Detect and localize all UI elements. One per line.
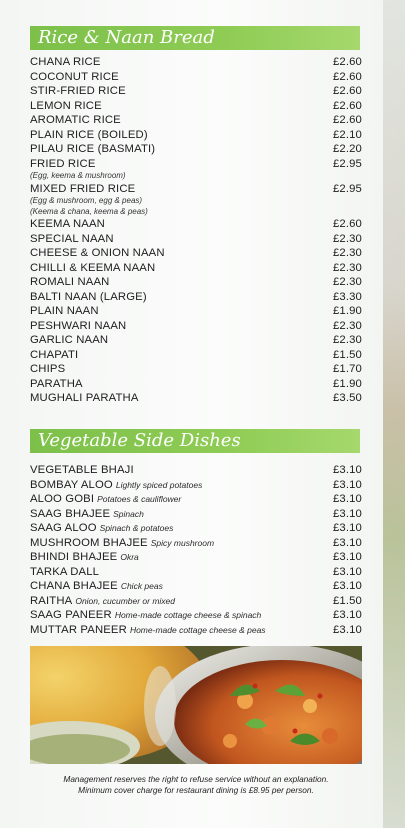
item-name: CHANA BHAJEE [30, 580, 118, 592]
item-name: SAAG ALOO [30, 522, 97, 534]
item-name: BALTI NAAN (LARGE) [30, 290, 147, 303]
menu-item [30, 142, 362, 157]
footer-line-2: Minimum cover charge for restaurant dining is £8.95 per person. [78, 785, 314, 795]
menu-item [30, 182, 362, 197]
item-price: £2.30 [332, 261, 362, 274]
item-note: (Egg & mushroom, egg & peas) [30, 196, 143, 205]
item-name: GARLIC NAAN [30, 334, 109, 346]
menu-item [30, 565, 362, 580]
food-photo [30, 646, 362, 764]
item-name: PLAIN NAAN [30, 305, 99, 317]
item-price: £2.60 [332, 114, 362, 126]
item-name: SAAG PANEER [30, 609, 112, 621]
item-name: ROMALI NAAN [30, 276, 110, 288]
item-name: LEMON RICE [30, 99, 102, 112]
item-name: STIR-FRIED RICE [30, 85, 126, 97]
item-price: £2.30 [332, 319, 362, 332]
menu-item [30, 608, 362, 623]
item-name: TARKA DALL [30, 565, 100, 578]
menu-item [30, 362, 362, 377]
vegetable-side-dishes-list [30, 463, 362, 637]
item-price: £1.90 [332, 377, 362, 390]
item-description: Home-made cottage cheese & spinach [114, 610, 262, 620]
page-edge-decoration [383, 0, 405, 828]
item-description: Onion, cucumber or mixed [75, 595, 176, 606]
menu-item [30, 217, 362, 232]
item-name: BOMBAY ALOO [30, 478, 113, 491]
item-name: CHILLI & KEEMA NAAN [30, 261, 156, 274]
item-name: RAITHA [30, 594, 73, 607]
item-price: £2.30 [332, 276, 362, 288]
item-name: CHANA RICE [30, 56, 101, 68]
item-name: CHEESE & ONION NAAN [30, 247, 165, 259]
menu-item [30, 377, 362, 392]
menu-item [30, 348, 362, 363]
menu-item [30, 463, 362, 478]
item-price: £3.10 [332, 565, 362, 578]
footer-line-1: Management reserves the right to refuse service without an explanation. [63, 774, 329, 784]
rice-naan-list [30, 55, 362, 406]
menu-item [30, 232, 362, 247]
item-name: SAAG BHAJEE [30, 507, 111, 520]
item-name: VEGETABLE BHAJI [30, 464, 134, 476]
item-price: £2.10 [332, 128, 362, 141]
item-price: £3.10 [332, 493, 362, 505]
menu-item [30, 507, 362, 522]
menu-item [30, 70, 362, 85]
item-price: £3.10 [332, 580, 362, 592]
menu-item [30, 579, 362, 594]
item-note: (Keema & chana, keema & peas) [30, 206, 148, 216]
item-description: Spicy mushroom [150, 537, 215, 548]
item-name: COCONUT RICE [30, 70, 119, 83]
item-description: Spinach [113, 508, 144, 519]
item-name: PILAU RICE (BASMATI) [30, 143, 156, 155]
item-price: £2.60 [332, 85, 362, 97]
item-name: ALOO GOBI [30, 493, 95, 505]
item-price: £2.60 [332, 99, 362, 112]
menu-item [30, 319, 362, 334]
veg-section-banner [30, 429, 360, 453]
menu-item [30, 84, 362, 99]
menu-item [30, 99, 362, 114]
item-price: £2.30 [332, 232, 362, 245]
item-price: £1.90 [332, 305, 362, 317]
item-name: SPECIAL NAAN [30, 232, 114, 245]
menu-item [30, 623, 362, 638]
menu-footer [30, 774, 362, 796]
item-price: £2.60 [332, 56, 362, 68]
item-name: PARATHA [30, 377, 83, 390]
item-name: KEEMA NAAN [30, 218, 105, 230]
item-name: MUTTAR PANEER [30, 623, 127, 636]
food-photo-illustration [30, 646, 362, 764]
item-description: Home-made cottage cheese & peas [129, 624, 266, 635]
item-price: £2.20 [332, 143, 362, 155]
item-price: £2.95 [332, 182, 362, 195]
item-name: MIXED FRIED RICE [30, 182, 136, 195]
item-name: CHAPATI [30, 348, 79, 361]
item-description: Lightly spiced potatoes [115, 479, 203, 490]
item-price: £2.30 [332, 247, 362, 259]
menu-item [30, 113, 362, 128]
item-price: £2.60 [332, 218, 362, 230]
item-price: £3.10 [332, 507, 362, 520]
item-name: BHINDI BHAJEE [30, 551, 118, 563]
item-price: £3.10 [332, 478, 362, 491]
item-name: CHIPS [30, 363, 66, 375]
menu-item [30, 55, 362, 70]
item-name: PLAIN RICE (BOILED) [30, 128, 148, 141]
menu-item [30, 304, 362, 319]
menu-item [30, 536, 362, 551]
item-price: £3.10 [332, 522, 362, 534]
item-price: £2.30 [332, 334, 362, 346]
item-price: £1.70 [332, 363, 362, 375]
item-name: MUGHALI PARATHA [30, 392, 139, 404]
item-name: FRIED RICE [30, 157, 96, 170]
item-description: Potatoes & cauliflower [97, 494, 182, 504]
menu-item [30, 157, 362, 172]
item-description: Spinach & potatoes [99, 523, 174, 533]
item-price: £3.10 [332, 551, 362, 563]
menu-item [30, 594, 362, 609]
item-price: £3.10 [332, 623, 362, 636]
item-price: £1.50 [332, 348, 362, 361]
item-price: £3.10 [332, 536, 362, 549]
menu-item [30, 128, 362, 143]
item-price: £3.50 [332, 392, 362, 404]
menu-item [30, 333, 362, 348]
item-price: £3.10 [332, 609, 362, 621]
menu-item [30, 521, 362, 536]
item-price: £3.10 [332, 464, 362, 476]
menu-item [30, 478, 362, 493]
menu-item [30, 261, 362, 276]
menu-item [30, 550, 362, 565]
rice-section-title: Rice & Naan Bread [38, 27, 215, 48]
item-description: Okra [120, 552, 139, 562]
item-price: £2.60 [332, 70, 362, 83]
rice-section-banner [30, 26, 360, 50]
item-note: (Egg, keema & mushroom) [30, 171, 126, 180]
item-price: £1.50 [332, 594, 362, 607]
item-price: £2.95 [332, 157, 362, 170]
menu-item [30, 492, 362, 507]
item-name: MUSHROOM BHAJEE [30, 536, 148, 549]
item-description: Chick peas [120, 581, 163, 591]
menu-item [30, 391, 362, 406]
veg-section-title: Vegetable Side Dishes [38, 430, 241, 451]
menu-item [30, 275, 362, 290]
item-name: AROMATIC RICE [30, 114, 121, 126]
item-price: £3.30 [332, 290, 362, 303]
menu-item [30, 290, 362, 305]
item-name: PESHWARI NAAN [30, 319, 127, 332]
menu-item [30, 246, 362, 261]
